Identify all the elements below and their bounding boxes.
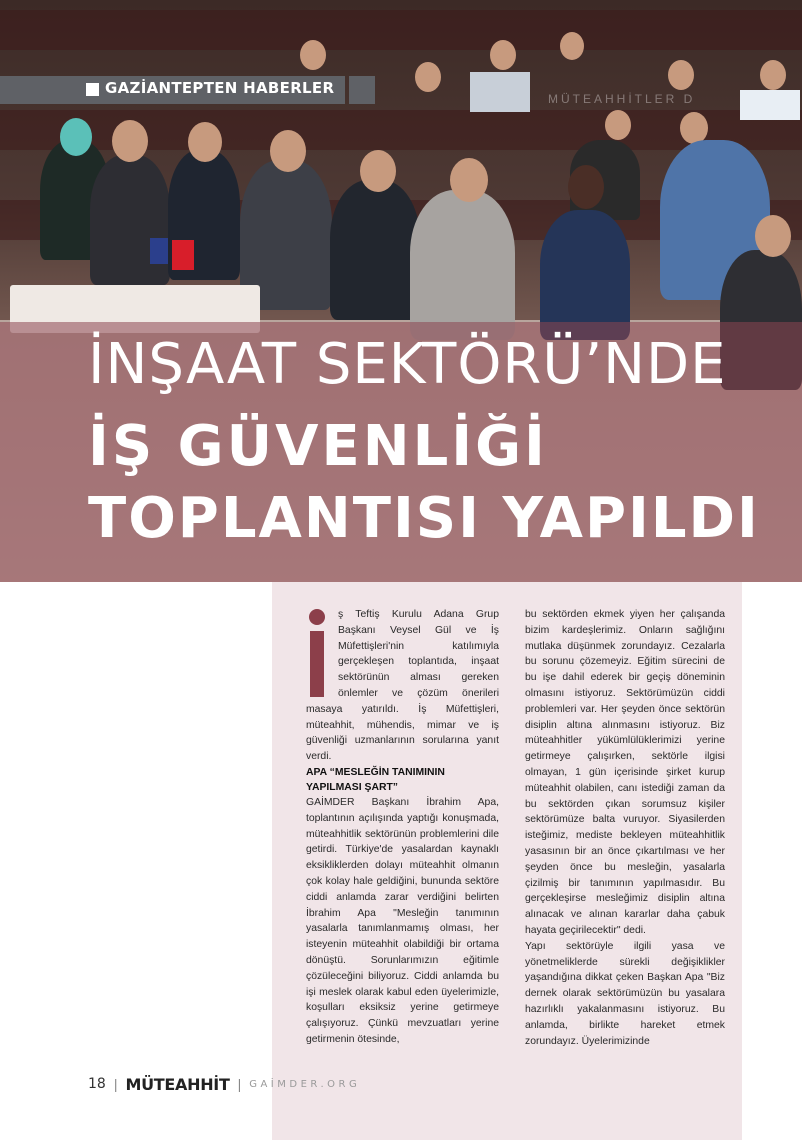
eu-flag <box>150 238 168 264</box>
section-band-end <box>349 76 375 104</box>
website-url: GAİMDER.ORG <box>249 1078 361 1090</box>
footer-separator: | <box>113 1076 118 1092</box>
audience-head <box>415 62 441 92</box>
photo-watermark: MÜTEAHHİTLER D <box>548 92 696 106</box>
front-row-person <box>330 180 420 320</box>
audience-shirt <box>740 90 800 120</box>
article-subhead: APA “MESLEĞİN TANIMININ YAPILMASI ŞART” <box>306 766 445 793</box>
section-label: GAZİANTEPTEN HABERLER <box>105 79 335 97</box>
audience-head <box>668 60 694 90</box>
article-body-col2-p2: Yapı sektörüyle ilgili yasa ve yönetmeliklerde sürekli değişiklikler yaşandığına dikkat çeken Başkan Apa "Biz dernek olarak sektörümüzün bu yasalara hazırlıklı yakalanmasını istiyoruz. Bu anlamda, birlikte hareket etmek zorundayız. Üyelerimizinde <box>525 940 725 1047</box>
front-row-head <box>360 150 396 192</box>
section-band <box>0 76 345 104</box>
article-body-col1: GAİMDER Başkanı İbrahim Apa, toplantının açılışında yaptığı konuşmada, müteahhitlik sektörünün problemlerini dile getirdi. Türkiye'de yasalardan kaynaklı eksikliklerden dolayı müteahhit olmanın çok kolay hale geldiğini, bununda sektöre ciddi anlamda zarar verdiğini belirten İbrahim Apa "Mesleğin tanımının yasalarla tanımlanmamış olması, her isteyenin müteahhit olabildiği bir ortama dönüştü. Sorunlarımızın eğitimle çözüleceğini biliyoruz. Ciddi anlamda bu işi meslek olarak kabul eden üyelerimizle, koşulları eksiksiz yerine getirmeye çalışıyoruz. Çünkü mevzuatları yerine getirmenin ötesinde, <box>306 796 499 1045</box>
audience-head <box>490 40 516 70</box>
drop-cap-stem <box>310 631 324 697</box>
audience-head <box>560 32 584 60</box>
front-row-head <box>568 165 604 209</box>
front-row-person <box>540 210 630 340</box>
audience-head <box>300 40 326 70</box>
front-row-person <box>410 190 515 340</box>
article-column-2 <box>525 607 725 1049</box>
article-column-1 <box>306 607 499 1048</box>
headline-line-3: TOPLANTISI YAPILDI <box>88 486 760 551</box>
front-row-head <box>755 215 791 257</box>
page-footer <box>88 1074 360 1094</box>
footer-separator: | <box>237 1076 242 1092</box>
front-row-person <box>90 155 170 285</box>
article-lead: ş Teftiş Kurulu Adana Grup Başkanı Veysel Gül ve İş Müfettişleri'nin katılımıyla gerçekleşen toplantıda, inşaat sektörünün alması gereken önlemler ve çözüm önerileri masaya yatırıldı. İş Müfettişleri, müteahhit, mühendis, mimar ve iş güvenliği uzmanlarının sorularına yanıt verdi. <box>306 609 499 763</box>
drop-cap-i <box>306 609 330 699</box>
front-row-head <box>60 118 92 156</box>
headline-line-1: İNŞAAT SEKTÖRÜ’NDE <box>88 332 727 397</box>
page-number: 18 <box>88 1076 106 1092</box>
front-row-head <box>450 158 488 202</box>
audience-shirt <box>470 72 530 112</box>
front-row-head <box>270 130 306 172</box>
photo-seat-row <box>0 10 802 50</box>
front-row-head <box>112 120 148 162</box>
front-row-head <box>188 122 222 162</box>
drop-cap-dot <box>309 609 325 625</box>
turkish-flag <box>172 240 194 270</box>
square-icon <box>86 83 99 96</box>
article-body-col2-p1: bu sektörden ekmek yiyen her çalışanda bizim kardeşlerimiz. Onların sağlığını mutlaka düşünmek zorundayız. Cezalarla bu sorunu çözemeyiz. Eğitim sürecini de bu işe dahil ederek bir geçiş döneminin olmasını istiyoruz. Sektörümüzün ciddi problemleri var. Her şeyden önce sektörün disiplin altına alınmasını istiyoruz. Biz müteahhitler yükümlülüklerimizi yerine getirmeye çalışırken, sektörle ilgisi olmayan, 1 gün içerisinde şirket kurup müteahhit olabilen, canı istediği zaman da bu sektörden çıkan sorumsuz kişiler sektörümüze balta vuruyor. Siyasilerden isteğimiz, mediste bekleyen müteahhitlik yasasının bir an önce çıkartılması ve her şeyden önce bu mesleğin, yasalarla çizilmiş bir tanımının yapılmasıdır. Bu gerçekleşirse mesleğimiz disiplin altına alınacak ve alınan kararlar daha çabuk hayata geçirilecektir" dedi. <box>525 609 725 936</box>
headline-line-2: İŞ GÜVENLİĞİ <box>88 414 548 479</box>
magazine-name: MÜTEAHHİT <box>125 1074 230 1094</box>
audience-head <box>760 60 786 90</box>
audience-head <box>605 110 631 140</box>
